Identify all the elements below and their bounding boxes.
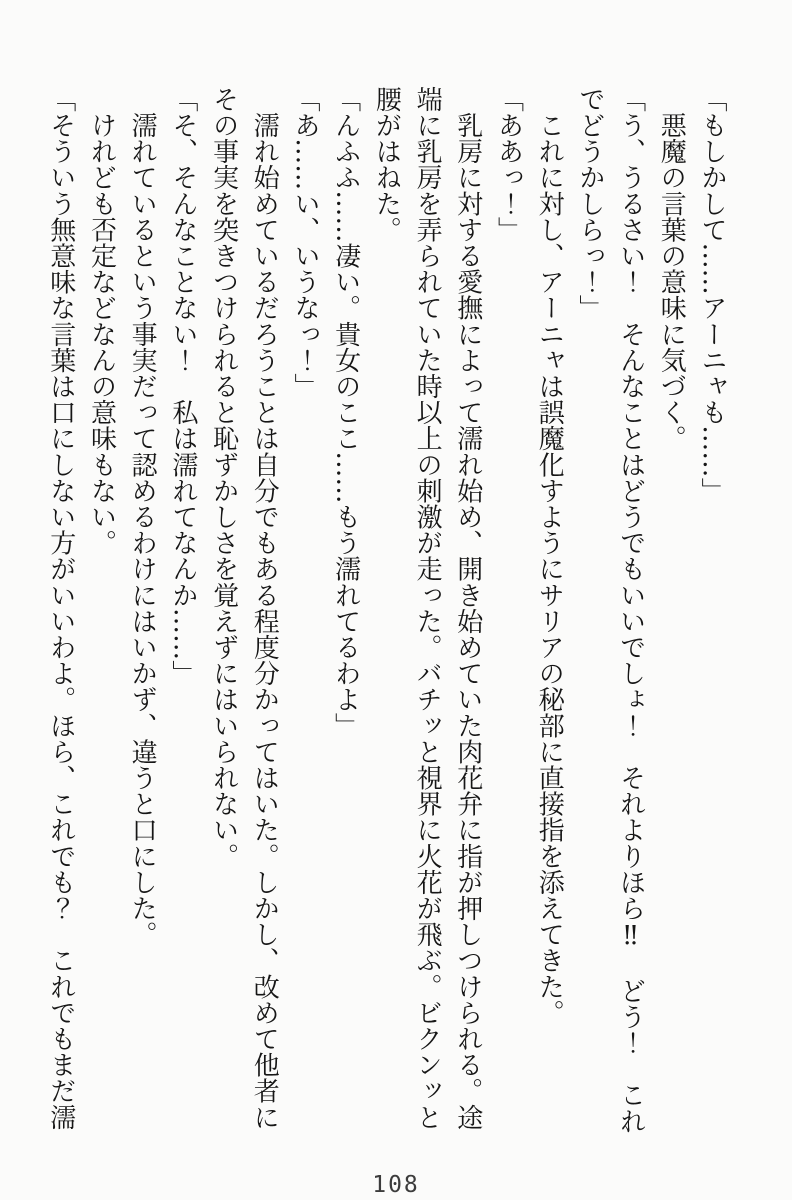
paragraph: 乳房に対する愛撫によって濡れ始め、開き始めていた肉花弁に指が押しつけられる。途端に乳房を弄られていた時以上の刺激が走った。バチッと視界に火花が飛ぶ。ビクンッと腰がはねた。: [371, 86, 483, 1130]
paragraph: 「そういう無意味な言葉は口にしない方がいいわよ。ほら、これでも？ これでもまだ濡: [45, 86, 76, 1130]
paragraph: 濡れているという事実だって認めるわけにはいかず、違うと口にした。: [127, 86, 158, 948]
paragraph: 濡れ始めているだろうことは自分でもある程度分かってはいた。しかし、改めて他者にその事実を突きつけられると恥ずかしさを覚えずにはいられない。: [208, 86, 280, 1130]
vertical-text-block: [38, 86, 732, 1134]
paragraph: 悪魔の言葉の意味に気づく。: [656, 86, 687, 452]
paragraph: 「そ、そんなことない！ 私は濡れてなんか……」: [167, 86, 198, 687]
page-number: 108: [372, 1172, 420, 1198]
paragraph: 「う、うるさい！ そんなことはどうでもいいでしょ！ それよりほら‼ どう！ これでどうかしらっ！」: [574, 86, 646, 1134]
paragraph: 「んふふ……凄い。貴女のここ……もう濡れてるわよ」: [330, 86, 361, 739]
paragraph: 「もしかして……アーニャも……」: [697, 86, 727, 504]
paragraph: これに対し、アーニャは誤魔化すようにサリアの秘部に直接指を添えてきた。: [534, 86, 565, 1026]
paragraph: 「あ……い、いうなっ！」: [289, 86, 320, 400]
paragraph: 「ああっ！」: [493, 86, 524, 243]
paragraph: けれども否定などなんの意味もない。: [86, 86, 117, 556]
